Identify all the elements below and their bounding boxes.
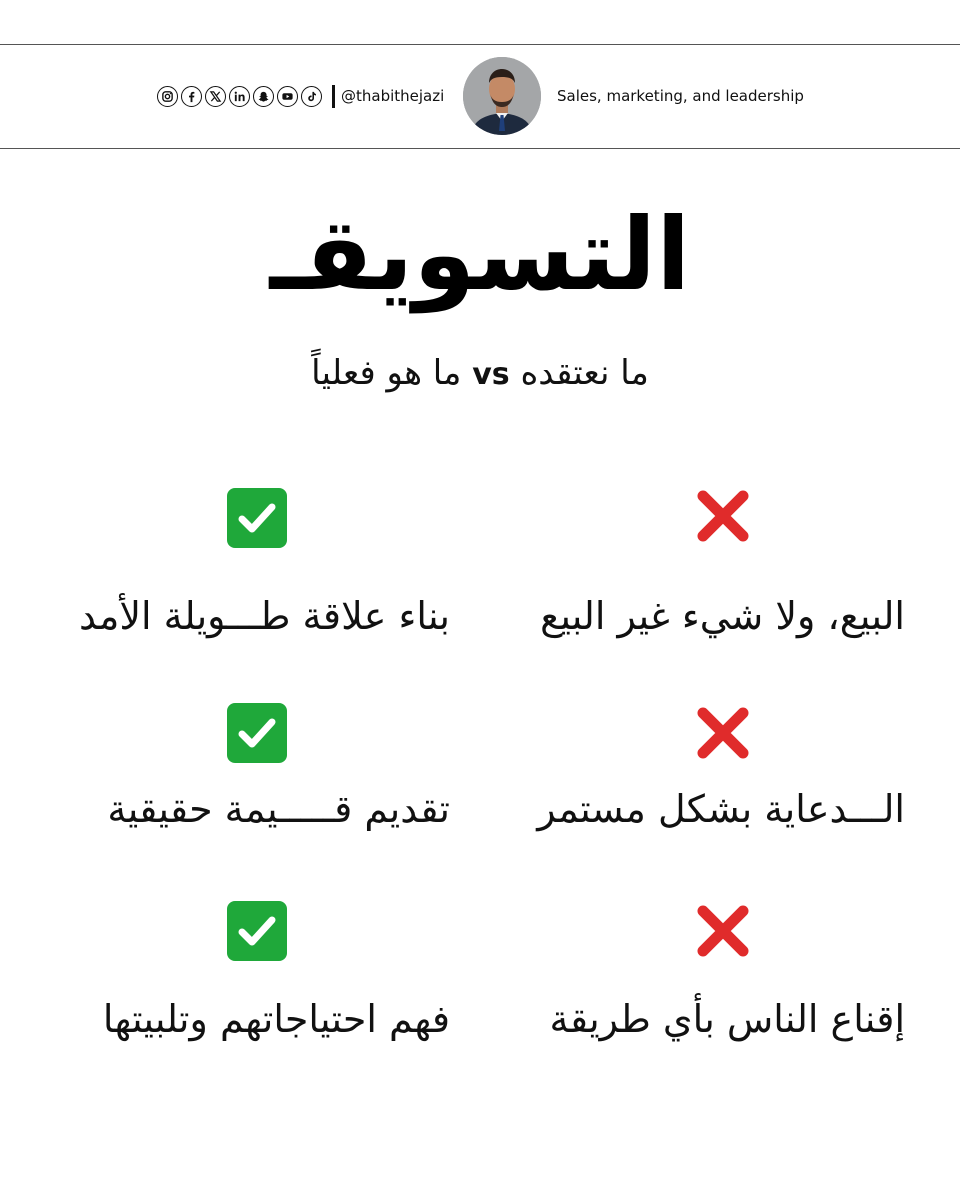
myth-text-2: الـــدعاية بشكل مستمر [537, 787, 905, 831]
subtitle-vs: vs [472, 357, 510, 392]
instagram-icon[interactable] [157, 86, 178, 107]
page-title: التسويقـ [269, 196, 691, 313]
myth-text-3: إقناع الناس بأي طريقة [549, 997, 905, 1041]
youtube-icon[interactable] [277, 86, 298, 107]
subtitle-belief: ما نعتقده [520, 353, 649, 393]
myth-text-1: البيع، ولا شيء غير البيع [540, 594, 905, 638]
snapchat-icon[interactable] [253, 86, 274, 107]
cross-icon [693, 901, 753, 961]
facebook-icon[interactable] [181, 86, 202, 107]
check-icon [227, 488, 287, 548]
check-icon [227, 901, 287, 961]
reality-text-3: فهم احتياجاتهم وتلبيتها [102, 997, 450, 1041]
linkedin-icon[interactable] [229, 86, 250, 107]
subtitle [0, 350, 960, 398]
reality-text-1: بناء علاقة طـــويلة الأمد [79, 594, 450, 638]
cross-icon [693, 486, 753, 546]
x-icon[interactable] [205, 86, 226, 107]
reality-text-2: تقديم قـــــيمة حقيقية [107, 787, 450, 831]
cross-icon [693, 703, 753, 763]
header [0, 45, 960, 148]
separator-bar [332, 85, 335, 108]
check-icon [227, 703, 287, 763]
header-bottom-divider [0, 148, 960, 149]
tagline: Sales, marketing, and leadership [557, 87, 804, 105]
tiktok-icon[interactable] [301, 86, 322, 107]
subtitle-reality: ما هو فعلياً [311, 353, 462, 393]
social-handle[interactable]: @thabithejazi [341, 87, 445, 105]
social-links [157, 86, 322, 107]
avatar [463, 57, 541, 135]
